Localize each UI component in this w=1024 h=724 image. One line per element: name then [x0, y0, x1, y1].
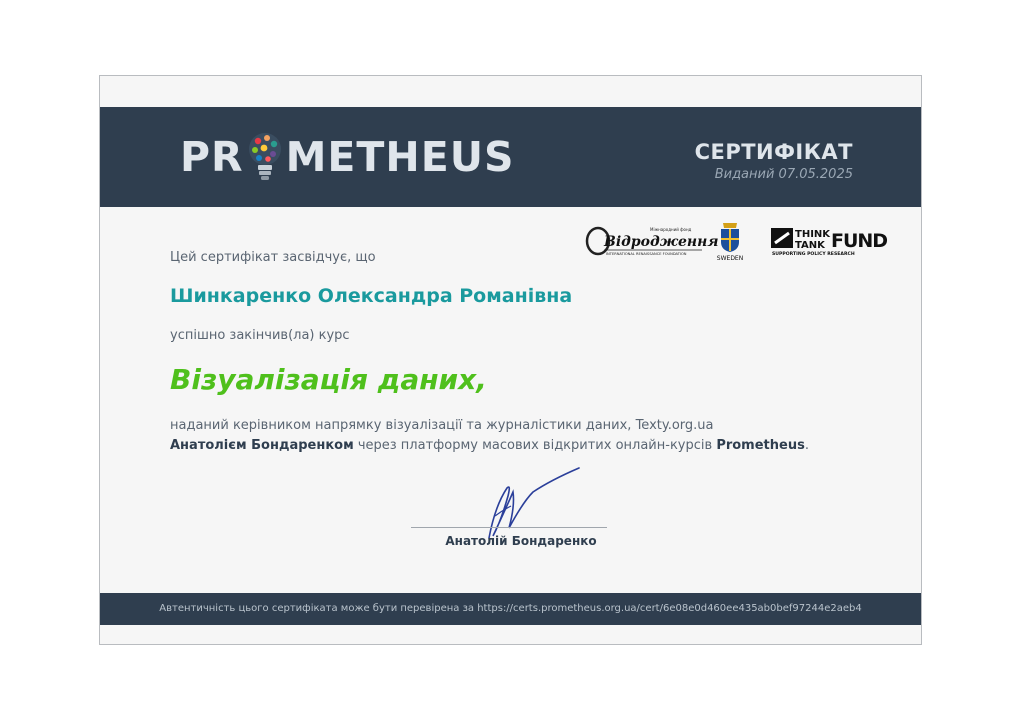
verification-footer: Автентичність цього сертифіката може бути перевірена за https://certs.prometheus.org.ua/cert/6e08e0d460ee435ab0bef97244e2aeb4	[100, 593, 921, 625]
vidrodzhennia-top: Міжнародний фонд	[650, 227, 692, 232]
recipient-name: Шинкаренко Олександра Романівна	[170, 285, 573, 307]
description-middle: через платформу масових відкритих онлайн-курсів	[353, 438, 717, 453]
intro-text: Цей сертифікат засвідчує, що	[170, 250, 376, 265]
ttf-fund: FUND	[831, 230, 888, 252]
think-tank-fund-logo	[771, 225, 891, 257]
course-description-line1: наданий керівником напрямку візуалізації та журналістики даних, Texty.org.ua	[170, 418, 714, 433]
sweden-logo	[710, 220, 750, 262]
ttf-sub: SUPPORTING POLICY RESEARCH	[772, 252, 855, 257]
ttf-tank: TANK	[795, 240, 825, 251]
certificate	[99, 75, 922, 645]
ttf-think: THINK	[795, 229, 831, 240]
course-title: Візуалізація даних,	[170, 363, 487, 396]
vidrodzhennia-sub: INTERNATIONAL RENAISSANCE FOUNDATION	[606, 252, 687, 256]
lightbulb-icon	[246, 131, 284, 183]
logo-text-right: METHEUS	[285, 133, 515, 181]
completed-text: успішно закінчив(ла) курс	[170, 328, 350, 343]
certificate-title: СЕРТИФІКАТ	[694, 140, 853, 164]
course-description-line2	[170, 438, 809, 453]
vidrodzhennia-name: Відродження	[604, 234, 719, 250]
prometheus-logo	[180, 131, 515, 183]
description-end: .	[804, 438, 809, 453]
issued-date: Виданий 07.05.2025	[714, 167, 853, 182]
author-name: Анатолієм Бондаренком	[170, 438, 354, 453]
certificate-header	[100, 107, 921, 207]
signatory-name: Анатолій Бондаренко	[445, 534, 597, 548]
logo-text-left: PR	[180, 133, 244, 181]
vidrodzhennia-logo	[586, 223, 719, 259]
platform-name: Prometheus	[716, 438, 805, 453]
sweden-label: SWEDEN	[716, 255, 744, 262]
signature-line	[411, 527, 607, 528]
